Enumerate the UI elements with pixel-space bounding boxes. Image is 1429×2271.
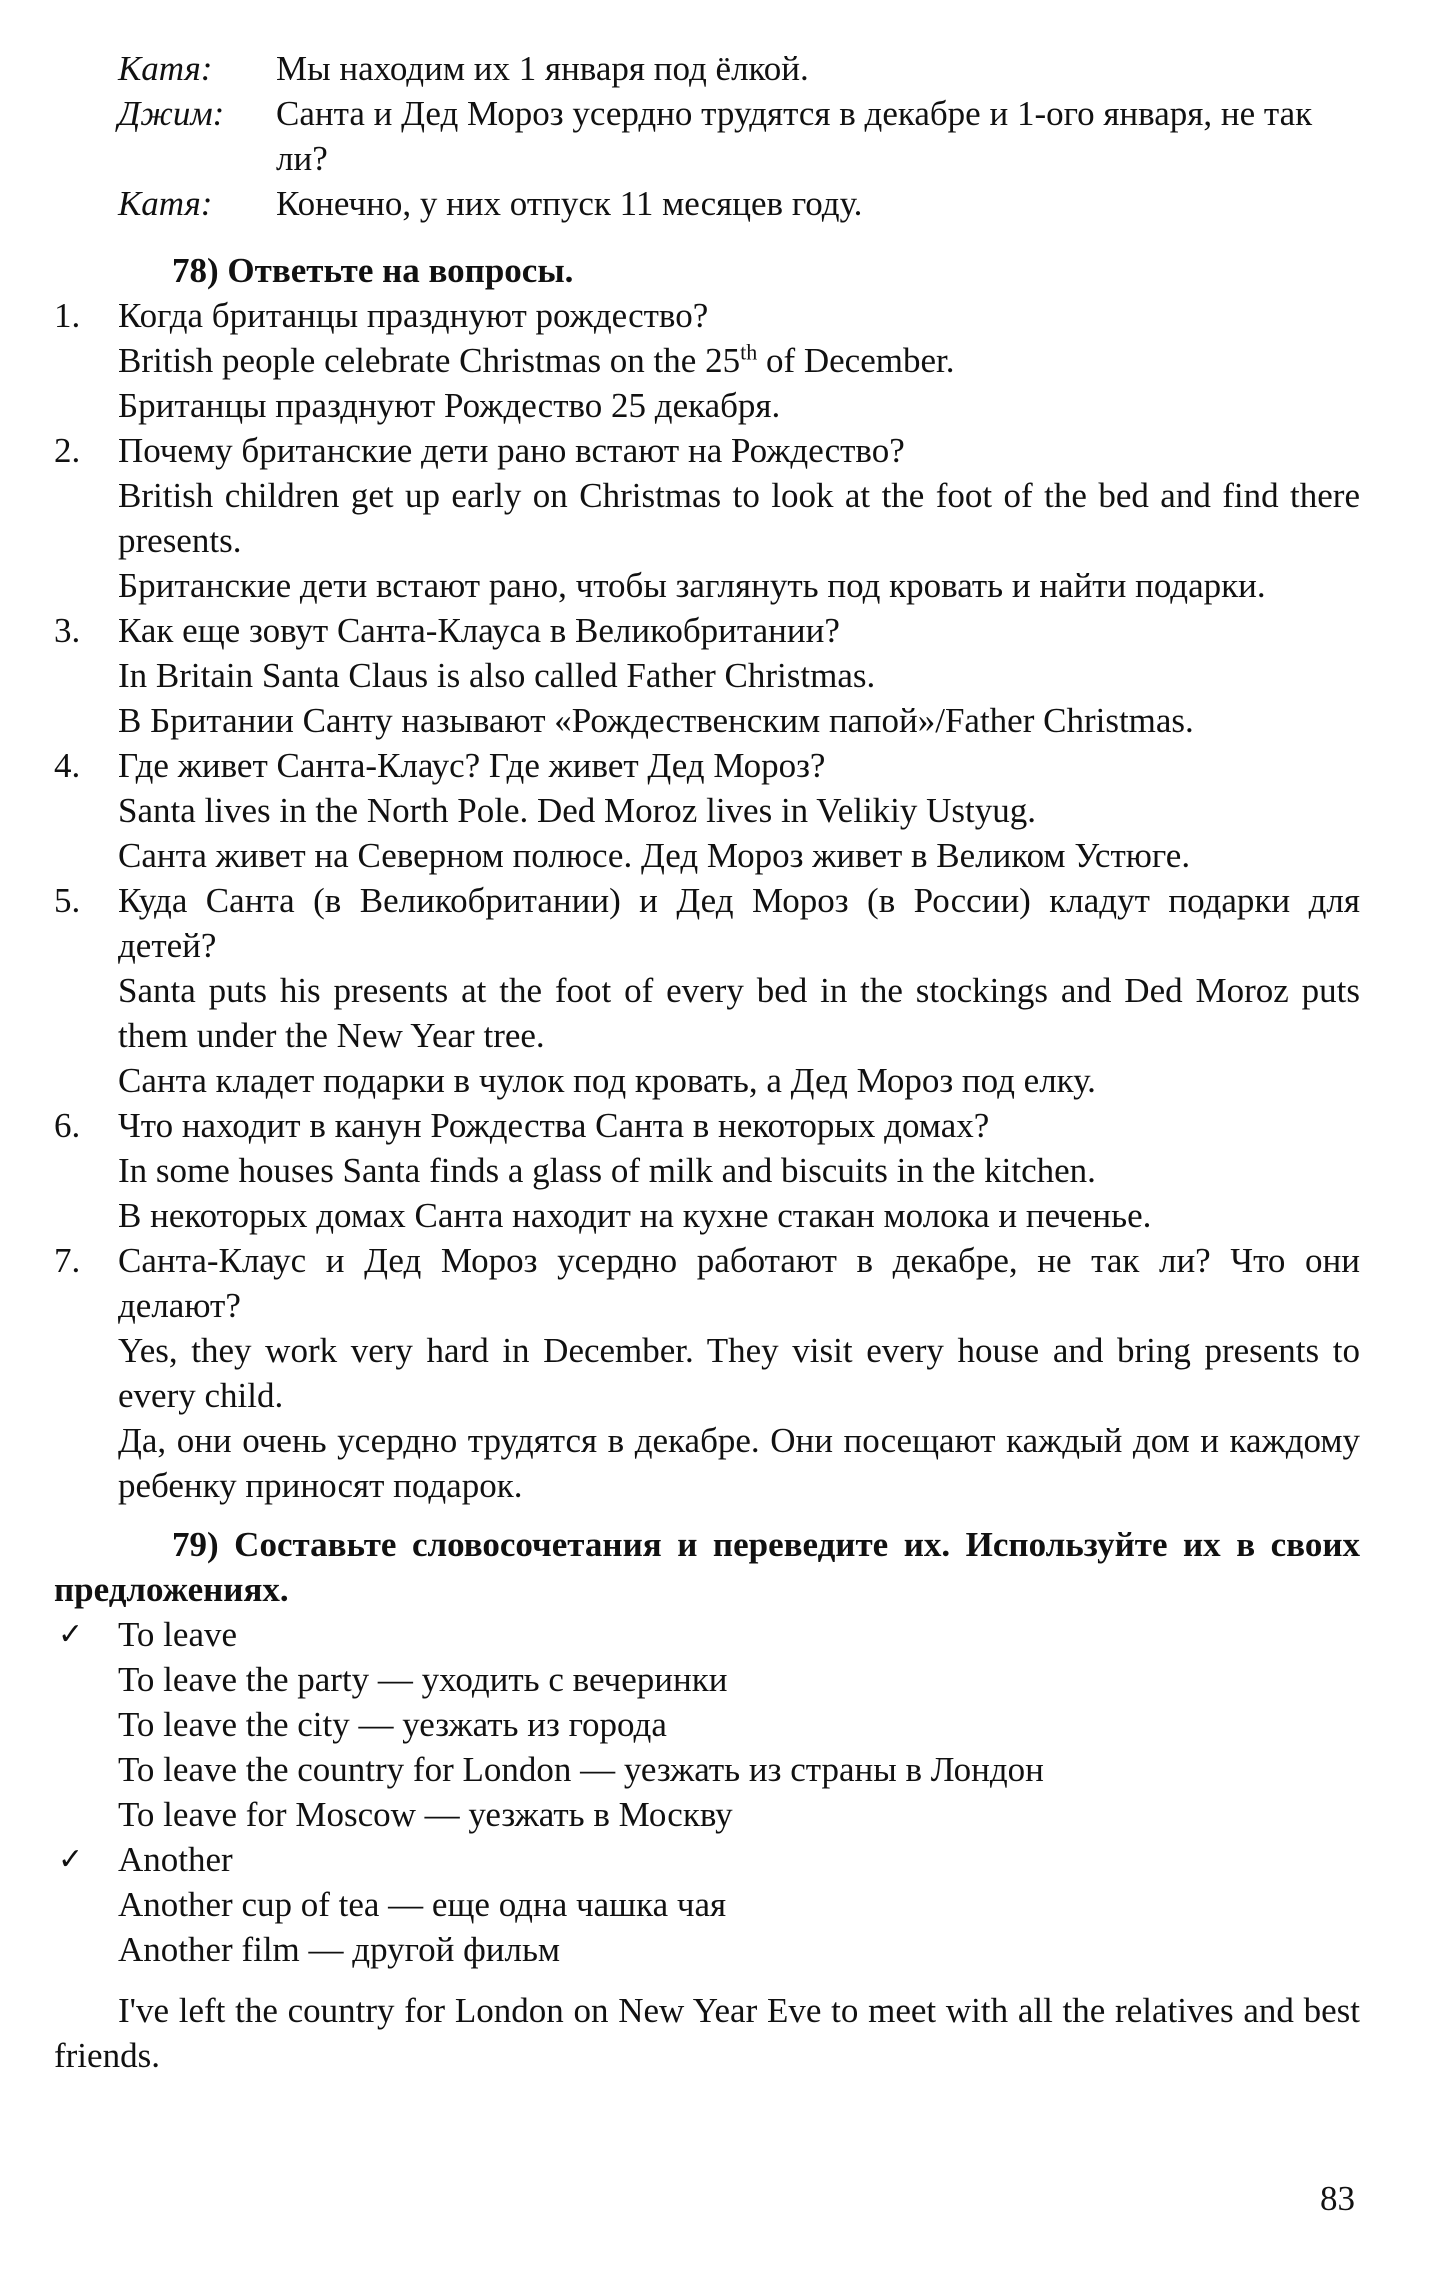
- item-body: [118, 878, 1360, 1103]
- word-group: [54, 1612, 1360, 1837]
- question-item: [54, 608, 1360, 743]
- item-body: [118, 743, 1360, 878]
- question-item: [54, 428, 1360, 608]
- item-number: 4.: [54, 746, 81, 785]
- word-group: [54, 1837, 1360, 1972]
- exercises: [54, 248, 1360, 2078]
- english-answer: British children get up early on Christmas to look at the foot of the bed and find there presents.: [118, 476, 1360, 560]
- exercise-79-title: 79) Составьте словосочетания и переведите их. Используйте их в своих предложениях.: [54, 1525, 1360, 1609]
- speaker-name: Джим:: [118, 94, 225, 133]
- phrase: To leave the country for London — уезжать из страны в Лондон: [118, 1750, 1044, 1789]
- question-text: Куда Санта (в Великобритании) и Дед Мороз (в России) кладут подарки для детей?: [118, 881, 1360, 965]
- question-item: [54, 1238, 1360, 1508]
- english-answer: British people celebrate Christmas on the 25th of December.: [118, 339, 955, 380]
- item-number: 1.: [54, 296, 81, 335]
- key-word: Another: [118, 1840, 233, 1879]
- item-number: 7.: [54, 1241, 81, 1280]
- dialogue-block: [118, 46, 1358, 226]
- check-mark-icon: ✓: [58, 1842, 84, 1877]
- speech-text: Санта и Дед Мороз усердно трудятся в декабре и 1-ого января, не так ли?: [276, 94, 1313, 178]
- russian-answer: Британцы празднуют Рождество 25 декабря.: [118, 386, 781, 425]
- item-body: [118, 293, 1360, 428]
- russian-answer: В Британии Санту называют «Рождественским папой»/Father Christmas.: [118, 701, 1194, 740]
- question-text: Как еще зовут Санта-Клауса в Великобритании?: [118, 611, 840, 650]
- question-text: Что находит в канун Рождества Санта в некоторых домах?: [118, 1106, 990, 1145]
- russian-answer: Санта живет на Северном полюсе. Дед Мороз живет в Великом Устюге.: [118, 836, 1191, 875]
- check-mark-icon: ✓: [58, 1617, 84, 1652]
- english-answer: In Britain Santa Claus is also called Father Christmas.: [118, 656, 876, 695]
- english-answer: Santa lives in the North Pole. Ded Moroz lives in Velikiy Ustyug.: [118, 791, 1037, 830]
- word-group-body: [118, 1612, 1360, 1837]
- phrase: Another cup of tea — еще одна чашка чая: [118, 1885, 727, 1924]
- phrase: To leave the party — уходить с вечеринки: [118, 1660, 728, 1699]
- exercise-79: [54, 1522, 1360, 2078]
- speaker-name: Катя:: [118, 49, 213, 88]
- key-word: To leave: [118, 1615, 238, 1654]
- russian-answer: В некоторых домах Санта находит на кухне стакан молока и печенье.: [118, 1196, 1152, 1235]
- question-item: [54, 293, 1360, 428]
- phrase: To leave the city — уезжать из города: [118, 1705, 667, 1744]
- english-answer: Santa puts his presents at the foot of every bed in the stockings and Ded Moroz puts them under the New Year tree.: [118, 971, 1360, 1055]
- dialogue-line: [118, 181, 1358, 226]
- dialogue-line: [118, 46, 1358, 91]
- question-item: [54, 743, 1360, 878]
- russian-answer: Санта кладет подарки в чулок под кровать, а Дед Мороз под елку.: [118, 1061, 1096, 1100]
- question-item: [54, 878, 1360, 1103]
- english-answer: Yes, they work very hard in December. They visit every house and bring presents to every child.: [118, 1331, 1360, 1415]
- word-group-body: [118, 1837, 1360, 1972]
- phrase: To leave for Moscow — уезжать в Москву: [118, 1795, 733, 1834]
- phrase: Another film — другой фильм: [118, 1930, 561, 1969]
- item-number: 2.: [54, 431, 81, 470]
- page-number: 83: [1320, 2179, 1355, 2218]
- item-body: [118, 1103, 1360, 1238]
- speech-text: Мы находим их 1 января под ёлкой.: [276, 49, 809, 88]
- item-body: [118, 1238, 1360, 1508]
- item-body: [118, 428, 1360, 608]
- question-text: Где живет Санта-Клаус? Где живет Дед Мороз?: [118, 746, 826, 785]
- english-answer: In some houses Santa finds a glass of milk and biscuits in the kitchen.: [118, 1151, 1096, 1190]
- dialogue-line: [118, 91, 1358, 181]
- item-body: [118, 608, 1360, 743]
- question-text: Санта-Клаус и Дед Мороз усердно работают в декабре, не так ли? Что они делают?: [118, 1241, 1360, 1325]
- speech-text: Конечно, у них отпуск 11 месяцев году.: [276, 184, 863, 223]
- question-text: Почему британские дети рано встают на Рождество?: [118, 431, 905, 470]
- speaker-name: Катя:: [118, 184, 213, 223]
- russian-answer: Да, они очень усердно трудятся в декабре. Они посещают каждый дом и каждому ребенку приносят подарок.: [118, 1421, 1360, 1505]
- item-number: 3.: [54, 611, 81, 650]
- question-item: [54, 1103, 1360, 1238]
- russian-answer: Британские дети встают рано, чтобы заглянуть под кровать и найти подарки.: [118, 566, 1266, 605]
- exercise-78-title: 78) Ответьте на вопросы.: [172, 251, 574, 290]
- example-sentence: I've left the country for London on New Year Eve to meet with all the relatives and best friends.: [54, 1991, 1360, 2075]
- item-number: 6.: [54, 1106, 81, 1145]
- question-text: Когда британцы празднуют рождество?: [118, 296, 709, 335]
- item-number: 5.: [54, 881, 81, 920]
